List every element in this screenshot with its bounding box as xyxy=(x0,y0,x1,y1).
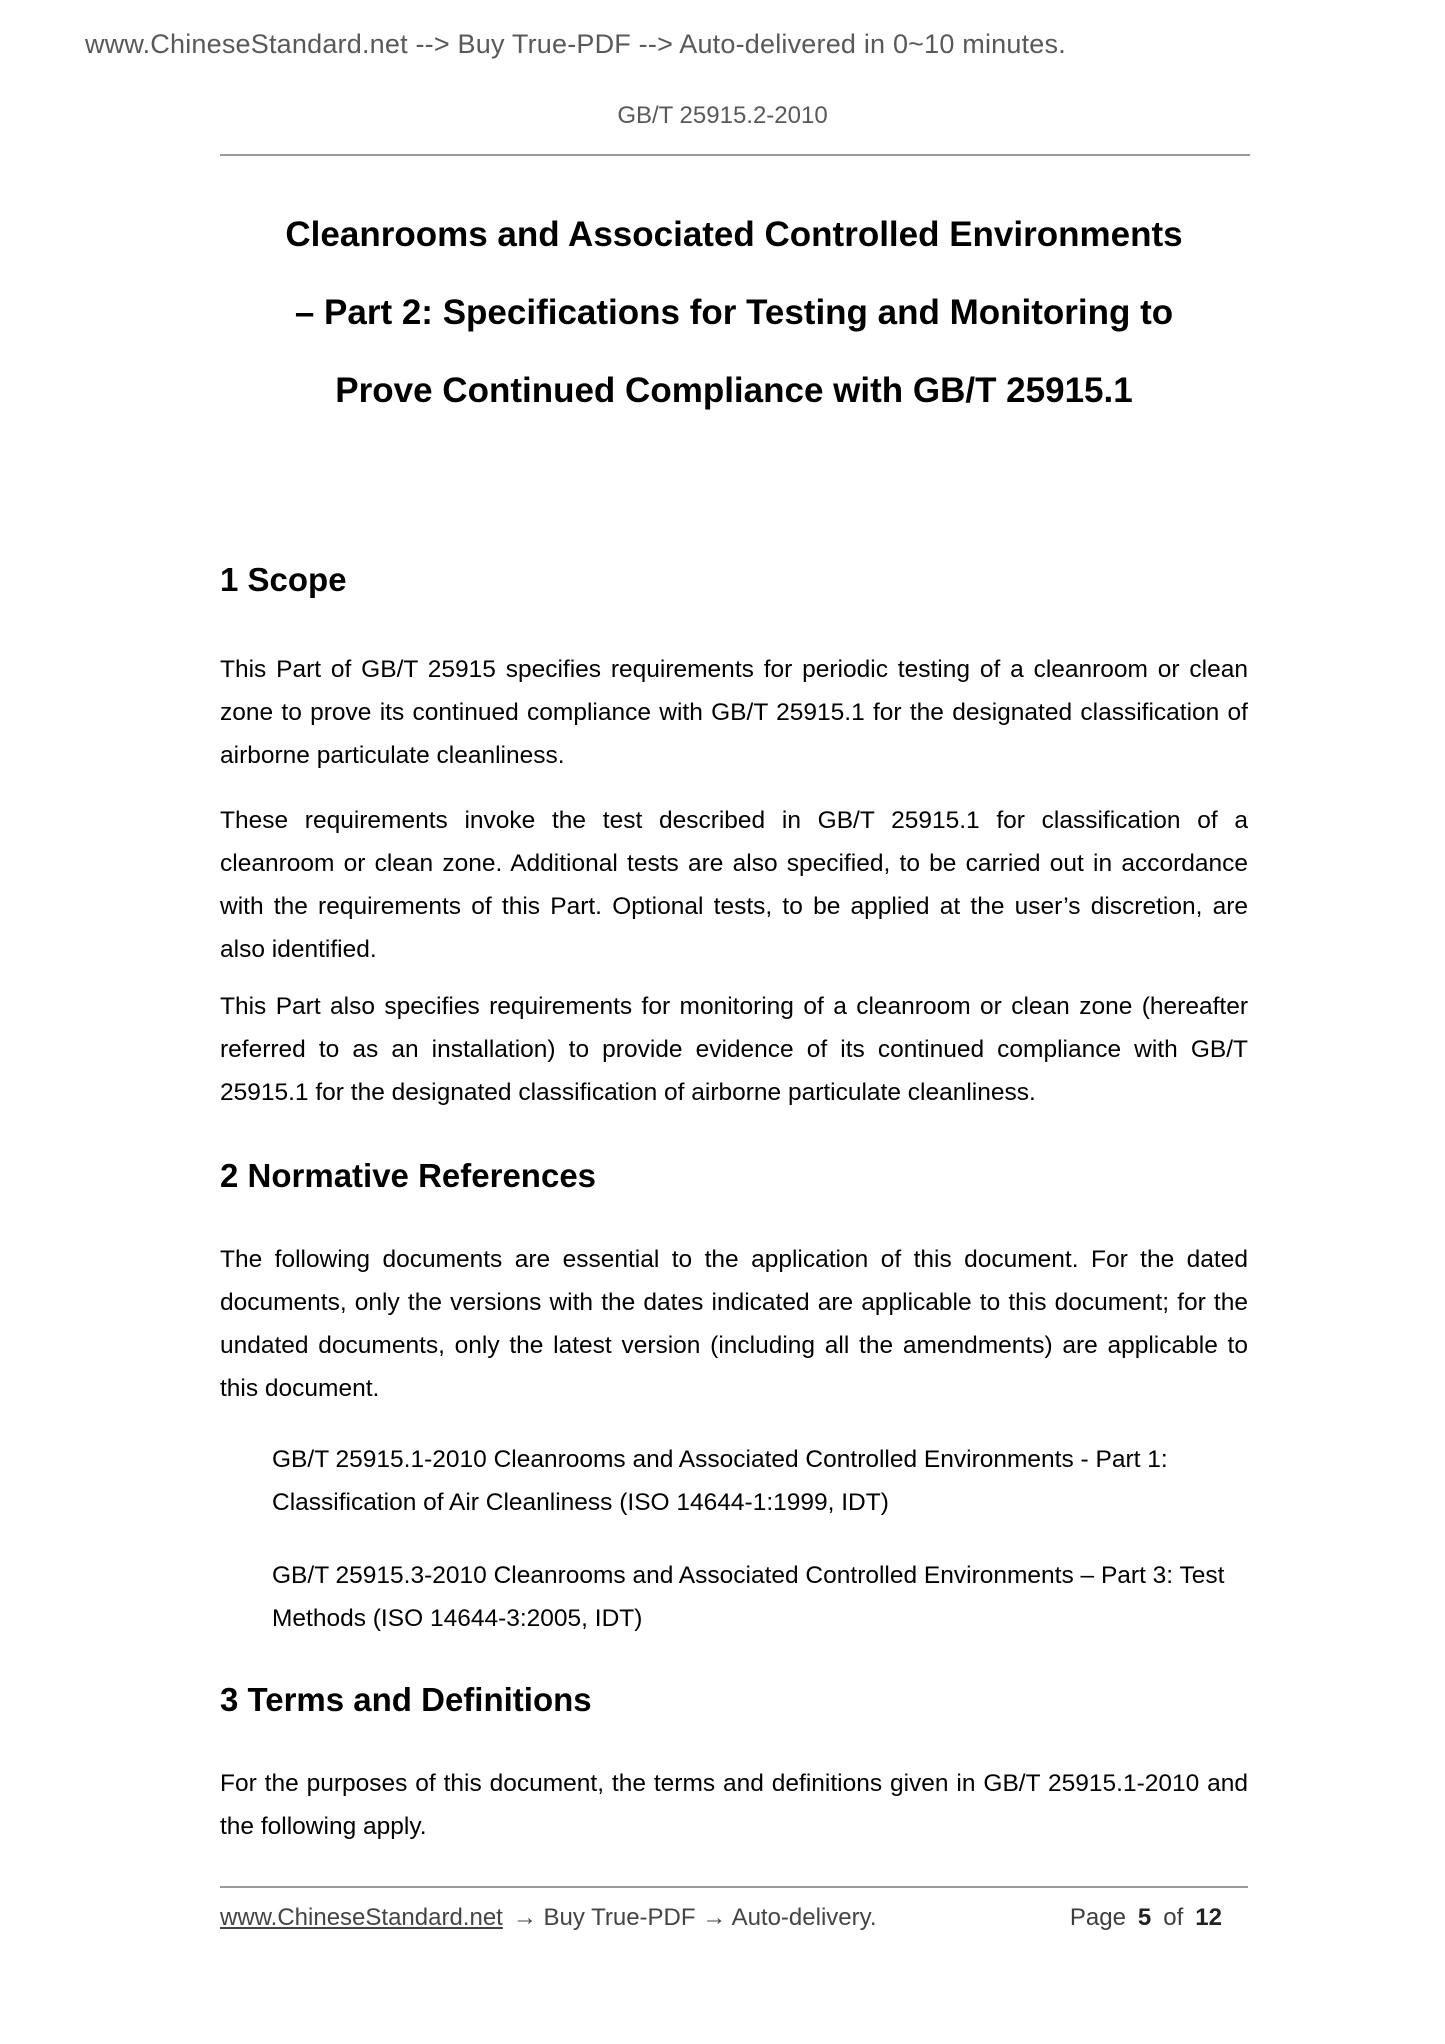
page-indicator xyxy=(1070,1904,1222,1932)
page-label: Page xyxy=(1069,1904,1126,1931)
footer-delivery-line xyxy=(220,1904,877,1932)
footer-row xyxy=(220,1904,1248,1932)
heading-normative-references: 2 Normative References xyxy=(220,1157,597,1194)
normative-references-paragraph: The following documents are essential to the application of this document. For the dated documents, only the versions with the dates indicated are applicable to this document; for the undated documents, only the latest version (including all the amendments) are applicable to this document. xyxy=(220,1246,1248,1402)
footer-delivery-note: → Buy True-PDF → Auto-delivery. xyxy=(512,1904,877,1931)
heading-terms-and-definitions: 3 Terms and Definitions xyxy=(220,1681,592,1718)
reference-item-2: GB/T 25915.3-2010 Cleanrooms and Associated Controlled Environments – Part 3: Test Methods (ISO 14644-3:2005, IDT) xyxy=(272,1562,1225,1632)
scope-paragraph-1: This Part of GB/T 25915 specifies requirements for periodic testing of a cleanroom or clean zone to prove its continued compliance with GB/T 25915.1 for the designated classification of airborne particulate cleanliness. xyxy=(220,656,1248,769)
footer-divider xyxy=(220,1886,1248,1888)
doc-title-line-3: Prove Continued Compliance with GB/T 25915.1 xyxy=(335,371,1133,410)
scope-paragraph-3: This Part also specifies requirements for monitoring of a cleanroom or clean zone (hereafter referred to as an installation) to provide evidence of its continued compliance with GB/T 25915.1 for the designated classification of airborne particulate cleanliness. xyxy=(220,993,1248,1106)
page-number-current: 5 xyxy=(1137,1904,1152,1931)
doc-title xyxy=(220,196,1248,430)
reference-item-1: GB/T 25915.1-2010 Cleanrooms and Associated Controlled Environments - Part 1: Classification of Air Cleanliness (ISO 14644-1:1999, IDT) xyxy=(272,1446,1168,1516)
page-number-total: 12 xyxy=(1195,1904,1222,1931)
footer-site-link[interactable]: www.ChineseStandard.net xyxy=(220,1904,503,1931)
page-of-label: of xyxy=(1163,1904,1184,1931)
doc-title-line-1: Cleanrooms and Associated Controlled Environments xyxy=(285,215,1183,254)
terms-paragraph: For the purposes of this document, the terms and definitions given in GB/T 25915.1-2010 and the following apply. xyxy=(220,1770,1248,1840)
header-note: www.ChineseStandard.net --> Buy True-PDF --> Auto-delivered in 0~10 minutes. xyxy=(85,29,1066,59)
doc-number: GB/T 25915.2-2010 xyxy=(617,102,828,129)
heading-scope: 1 Scope xyxy=(220,561,347,598)
header-divider xyxy=(220,154,1250,156)
doc-title-line-2: – Part 2: Specifications for Testing and Monitoring to xyxy=(294,293,1174,332)
document-body xyxy=(220,196,1248,1848)
page-footer xyxy=(220,1886,1248,1932)
scope-paragraph-2: These requirements invoke the test described in GB/T 25915.1 for classification of a cleanroom or clean zone. Additional tests are also specified, to be carried out in accordance with the requirements of this Part. Optional tests, to be applied at the user’s discretion, are also identified. xyxy=(220,807,1248,963)
